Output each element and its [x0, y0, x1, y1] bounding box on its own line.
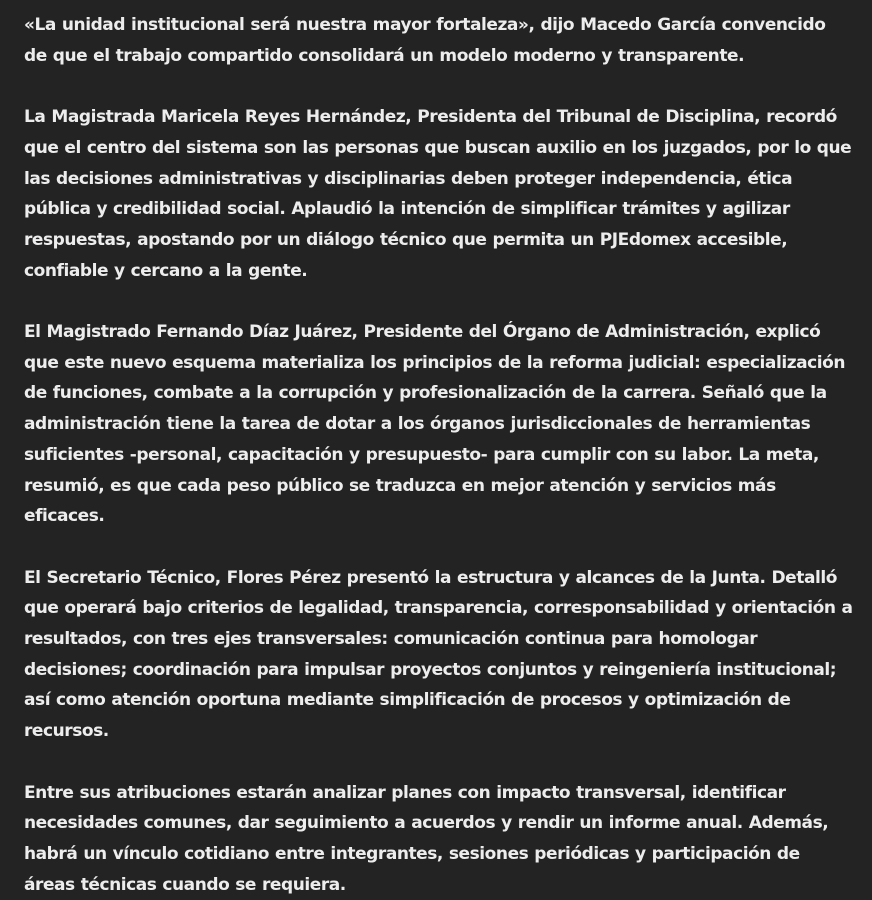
article-paragraph: «La unidad institucional será nuestra mayor fortaleza», dijo Macedo García convencido de que el trabajo compartido consolidará un modelo moderno y transparente.: [24, 15, 826, 66]
article-paragraph: La Magistrada Maricela Reyes Hernández, Presidenta del Tribunal de Disciplina, recordó que el centro del sistema son las personas que buscan auxilio en los juzgados, por lo que las decisiones administrativas y disciplinarias deben proteger independencia, ética pública y credibilidad social. Aplaudió la intención de simplificar trámites y agilizar respuestas, apostando por un diálogo técnico que permita un PJEdomex accesible, confiable y cercano a la gente.: [24, 107, 852, 281]
article-body: [24, 10, 854, 900]
article-paragraph: Entre sus atribuciones estarán analizar planes con impacto transversal, identificar necesidades comunes, dar seguimiento a acuerdos y rendir un informe anual. Además, habrá un vínculo cotidiano entre integrantes, sesiones periódicas y participación de áreas técnicas cuando se requiera.: [24, 782, 829, 895]
article-paragraph: El Magistrado Fernando Díaz Juárez, Presidente del Órgano de Administración, explicó que este nuevo esquema materializa los principios de la reforma judicial: especialización de funciones, combate a la corrupción y profesionalización de la carrera. Señaló que la administración tiene la tarea de dotar a los órganos jurisdiccionales de herramientas suficientes -personal, capacitación y presupuesto- para cumplir con su labor. La meta, resumió, es que cada peso público se traduzca en mejor atención y servicios más eficaces.: [24, 322, 846, 527]
article-paragraph: El Secretario Técnico, Flores Pérez presentó la estructura y alcances de la Junta. Detalló que operará bajo criterios de legalidad, transparencia, corresponsabilidad y orientación a resultados, con tres ejes transversales: comunicación continua para homologar decisiones; coordinación para impulsar proyectos conjuntos y reingeniería institucional; así como atención oportuna mediante simplificación de procesos y optimización de recursos.: [24, 567, 853, 742]
